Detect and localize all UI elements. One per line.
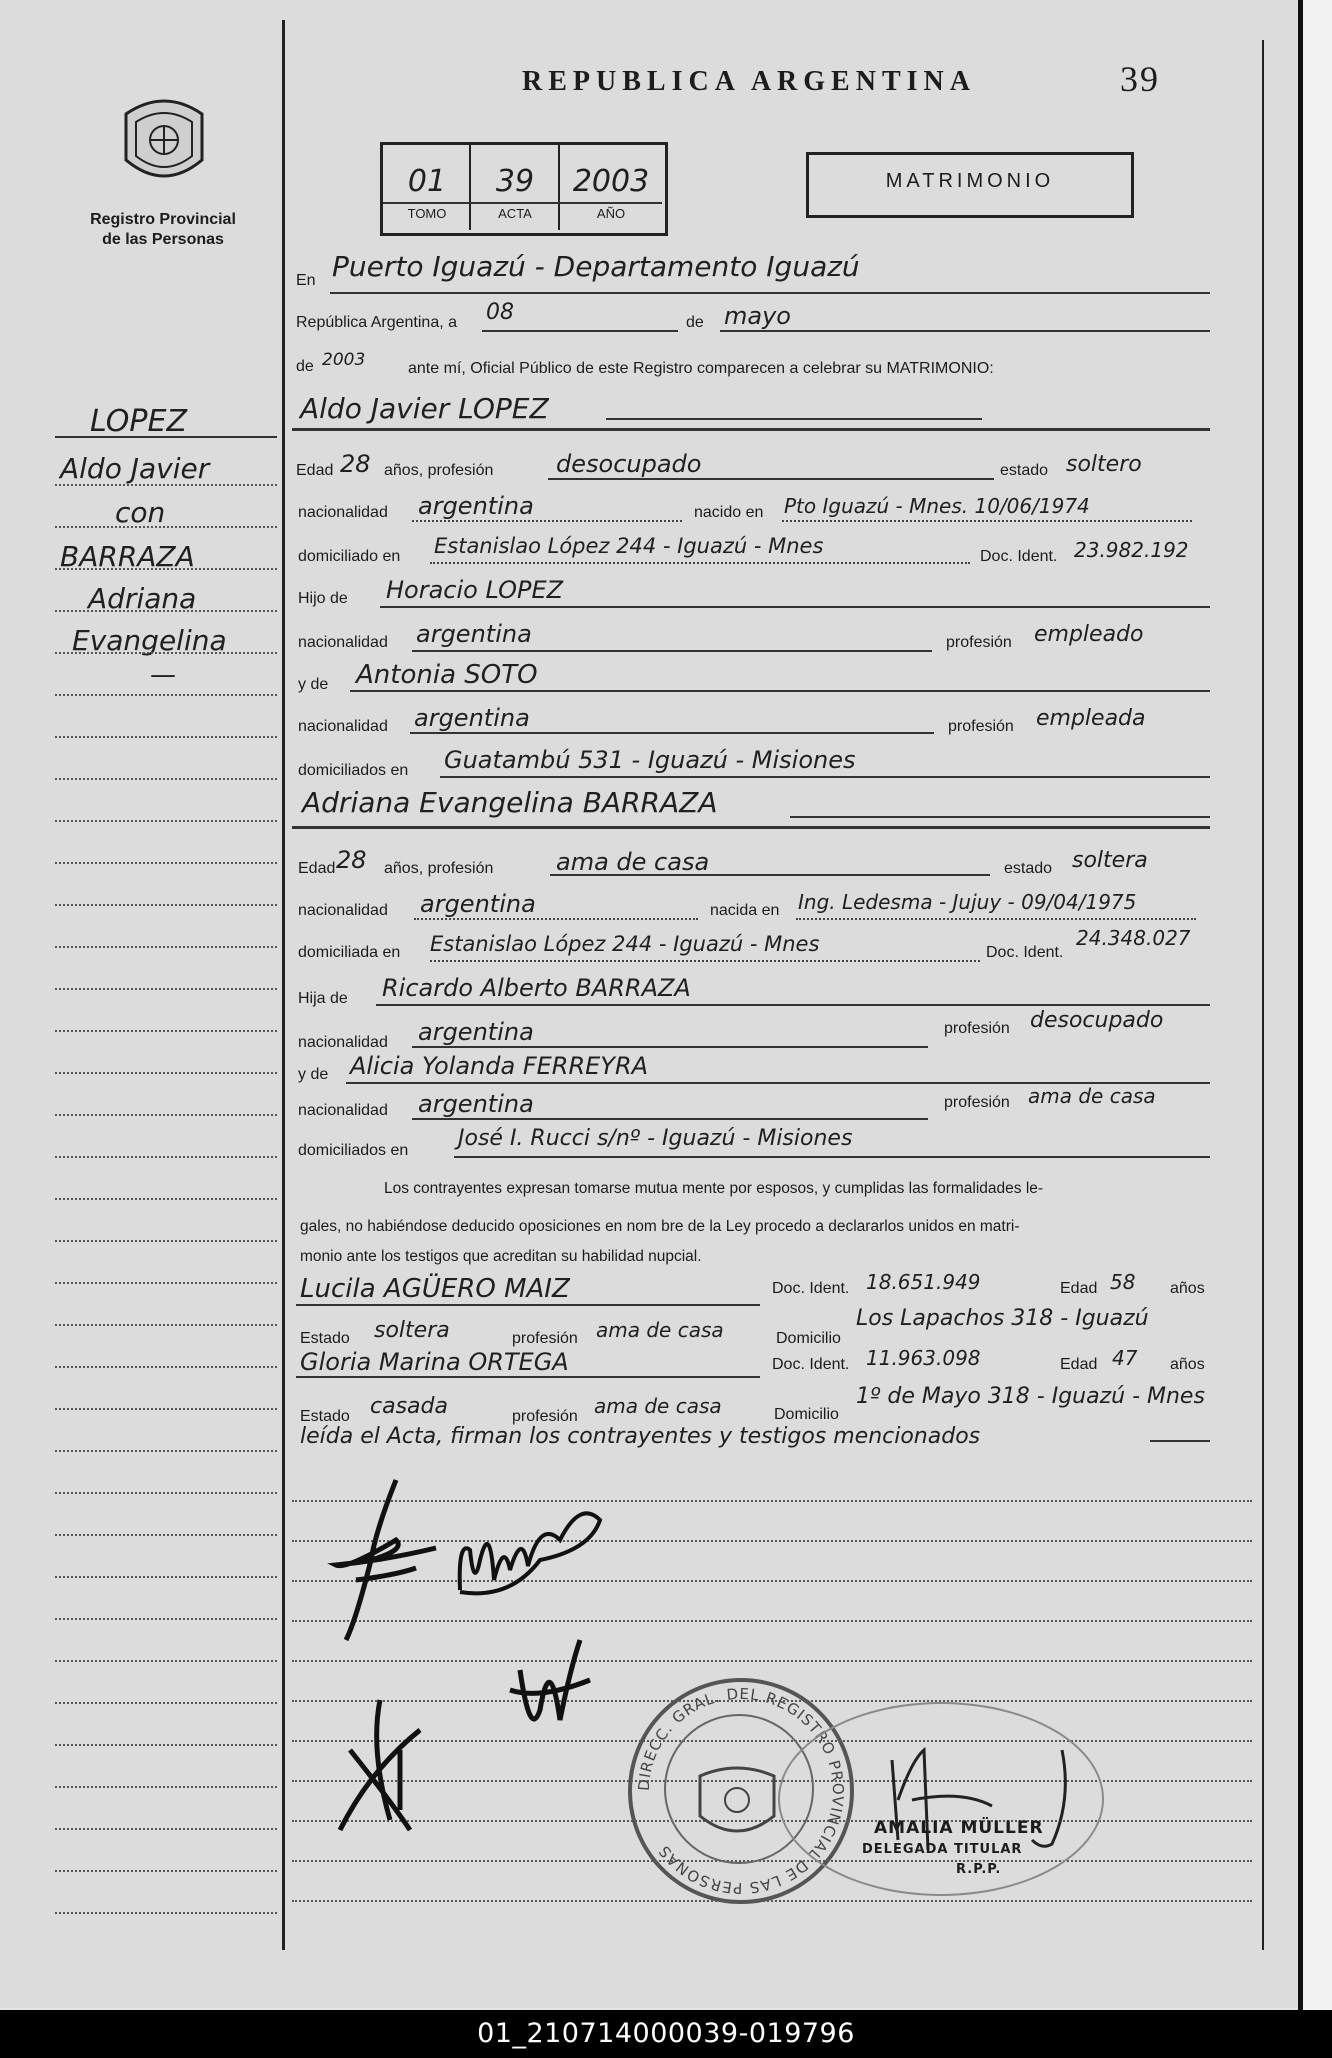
groom-doc: 23.982.192 bbox=[1074, 538, 1189, 562]
groom-nacionalidad-label: nacionalidad bbox=[298, 504, 388, 521]
groom-parents-addr: Guatambú 531 - Iguazú - Misiones bbox=[444, 746, 856, 774]
bride-mother-prof-label: profesión bbox=[944, 1094, 1010, 1111]
registry-name: Registro Provincial de las Personas bbox=[90, 211, 236, 248]
witness1-address: Los Lapachos 318 - Iguazú bbox=[856, 1306, 1149, 1331]
bride-signature bbox=[450, 1480, 620, 1610]
bride-nacida-label: nacida en bbox=[710, 902, 780, 919]
witness2-name: Gloria Marina ORTEGA bbox=[300, 1348, 569, 1376]
declaration-line-1: Los contrayentes expresan tomarse mutua mente por esposos, y cumplidas las formalidades le- bbox=[384, 1180, 1044, 1197]
witness2-doc: 11.963.098 bbox=[866, 1346, 981, 1370]
ano-label: AÑO bbox=[596, 206, 626, 221]
groom-parents-addr-label: domiciliados en bbox=[298, 762, 409, 779]
ceremony-month: mayo bbox=[724, 302, 791, 330]
bride-name: Adriana Evangelina BARRAZA bbox=[302, 786, 718, 819]
witness2-edad-label: Edad bbox=[1060, 1356, 1098, 1373]
groom-address: Estanislao López 244 - Iguazú - Mnes bbox=[434, 534, 824, 558]
bride-nacionalidad-label: nacionalidad bbox=[298, 902, 388, 919]
bride-estado-label: estado bbox=[1004, 860, 1053, 877]
margin-note-line-4: BARRAZA bbox=[60, 540, 195, 573]
witness1-estado-label: Estado bbox=[300, 1330, 350, 1347]
groom-father-nat-label: nacionalidad bbox=[298, 634, 388, 651]
groom-nationality: argentina bbox=[418, 492, 534, 520]
groom-estado-label: estado bbox=[1000, 462, 1049, 479]
page-edge bbox=[1298, 0, 1332, 2010]
witness2-estado-label: Estado bbox=[300, 1408, 350, 1425]
delegate-name: AMALIA MÜLLER bbox=[874, 1818, 1044, 1838]
groom-profession: desocupado bbox=[556, 450, 702, 478]
bride-doc-label: Doc. Ident. bbox=[986, 944, 1064, 961]
witness1-domicilio-label: Domicilio bbox=[776, 1330, 841, 1347]
groom-edad-label: Edad bbox=[296, 462, 334, 479]
groom-mother-nat: argentina bbox=[414, 704, 530, 732]
margin-note-line-1: LOPEZ bbox=[90, 404, 188, 439]
groom-doc-label: Doc. Ident. bbox=[980, 548, 1058, 565]
groom-father-prof-label: profesión bbox=[946, 634, 1012, 651]
groom-profesion-label: años, profesión bbox=[384, 462, 494, 479]
bride-profession: ama de casa bbox=[556, 848, 710, 876]
margin-note-line-6: Evangelina bbox=[72, 624, 227, 657]
tomo-label: TOMO bbox=[407, 206, 447, 221]
witness2-status: casada bbox=[370, 1394, 448, 1419]
page-number: 39 bbox=[1120, 59, 1160, 99]
margin-note-line-7: — bbox=[150, 660, 176, 690]
witness2-doc-label: Doc. Ident. bbox=[772, 1356, 850, 1373]
ceremony-place: Puerto Iguazú - Departamento Iguazú bbox=[332, 250, 860, 283]
margin-note-line-2: Aldo Javier bbox=[60, 452, 210, 485]
bride-father-prof-label: profesión bbox=[944, 1020, 1010, 1037]
right-border bbox=[1262, 40, 1264, 1950]
bride-father-nat: argentina bbox=[418, 1018, 534, 1046]
acta-value: 39 bbox=[495, 164, 535, 199]
witness2-profession: ama de casa bbox=[594, 1394, 722, 1418]
groom-domiciliado-label: domiciliado en bbox=[298, 548, 401, 565]
bride-mother-nat: argentina bbox=[418, 1090, 534, 1118]
groom-status: soltero bbox=[1066, 452, 1142, 477]
delegate-office: R.P.P. bbox=[956, 1862, 1002, 1877]
witness1-doc: 18.651.949 bbox=[866, 1270, 981, 1294]
ceremony-year: 2003 bbox=[322, 350, 366, 370]
bride-birth: Ing. Ledesma - Jujuy - 09/04/1975 bbox=[798, 890, 1137, 914]
bride-doc: 24.348.027 bbox=[1076, 926, 1191, 950]
witness1-profession: ama de casa bbox=[596, 1318, 724, 1342]
year-de-label: de bbox=[296, 358, 314, 375]
bride-mother: Alicia Yolanda FERREYRA bbox=[350, 1052, 649, 1080]
delegate-title: DELEGADA TITULAR bbox=[862, 1842, 1023, 1857]
bride-father-nat-label: nacionalidad bbox=[298, 1034, 388, 1051]
witness1-signature bbox=[320, 1690, 450, 1840]
scan-identifier: 01_210714000039-019796 bbox=[0, 2010, 1332, 2058]
groom-nacido-label: nacido en bbox=[694, 504, 764, 521]
groom-age: 28 bbox=[340, 450, 371, 478]
bride-address: Estanislao López 244 - Iguazú - Mnes bbox=[430, 932, 820, 956]
groom-yde-label: y de bbox=[298, 676, 329, 693]
groom-mother-nat-label: nacionalidad bbox=[298, 718, 388, 735]
groom-mother-prof-label: profesión bbox=[948, 718, 1014, 735]
witness1-edad-label: Edad bbox=[1060, 1280, 1098, 1297]
declaration-line-2: gales, no habiéndose deducido oposiciones en nom bre de la Ley procedo a declararlos unidos en matri- bbox=[300, 1218, 1020, 1235]
groom-father-nat: argentina bbox=[416, 620, 532, 648]
bride-domiciliada-label: domiciliada en bbox=[298, 944, 401, 961]
bride-yde-label: y de bbox=[298, 1066, 329, 1083]
margin-divider bbox=[282, 20, 285, 1950]
bride-mother-prof: ama de casa bbox=[1028, 1084, 1156, 1108]
bride-parents-addr: José I. Rucci s/nº - Iguazú - Misiones bbox=[458, 1126, 853, 1151]
bride-mother-nat-label: nacionalidad bbox=[298, 1102, 388, 1119]
bride-hija-label: Hija de bbox=[298, 990, 348, 1007]
witness2-address: 1º de Mayo 318 - Iguazú - Mnes bbox=[856, 1384, 1205, 1409]
witness2-anos-label: años bbox=[1170, 1356, 1205, 1373]
witness1-profesion-label: profesión bbox=[512, 1330, 578, 1347]
declaration-line-3: monio ante los testigos que acreditan su habilidad nupcial. bbox=[300, 1248, 702, 1265]
bride-edad-label: Edad bbox=[298, 860, 336, 877]
groom-name: Aldo Javier LOPEZ bbox=[300, 392, 549, 425]
republica-label: República Argentina, a bbox=[296, 314, 457, 331]
margin-note-line-3: con bbox=[115, 496, 166, 529]
record-type-label: MATRIMONIO bbox=[885, 170, 1055, 192]
bride-age: 28 bbox=[336, 846, 367, 874]
bride-father: Ricardo Alberto BARRAZA bbox=[382, 974, 691, 1002]
margin-note-line-5: Adriana bbox=[88, 582, 197, 615]
svg-text:DIRECC. GRAL. DEL REGISTRO PRO: DIRECC. GRAL. DEL REGISTRO PROVINCIAL DE LAS PERSONAS bbox=[634, 1684, 848, 1898]
tomo-value: 01 bbox=[407, 164, 447, 199]
bride-profesion-label: años, profesión bbox=[384, 860, 494, 877]
bride-status: soltera bbox=[1072, 848, 1148, 873]
closing-statement: leída el Acta, firman los contrayentes y testigos mencionados bbox=[300, 1424, 981, 1449]
intro-text: ante mí, Oficial Público de este Registro comparecen a celebrar su MATRIMONIO: bbox=[408, 360, 994, 377]
country-title: REPUBLICA ARGENTINA bbox=[522, 66, 976, 97]
witness1-anos-label: años bbox=[1170, 1280, 1205, 1297]
groom-father-prof: empleado bbox=[1034, 622, 1144, 647]
groom-signature bbox=[326, 1470, 456, 1650]
witness1-status: soltera bbox=[374, 1318, 450, 1343]
groom-mother-prof: empleada bbox=[1036, 706, 1146, 731]
witness1-name: Lucila AGÜERO MAIZ bbox=[300, 1274, 570, 1304]
witness2-profesion-label: profesión bbox=[512, 1408, 578, 1425]
bride-nationality: argentina bbox=[420, 890, 536, 918]
witness1-doc-label: Doc. Ident. bbox=[772, 1280, 850, 1297]
bride-parents-addr-label: domiciliados en bbox=[298, 1142, 409, 1159]
registry-emblem-icon bbox=[118, 92, 210, 192]
bride-father-prof: desocupado bbox=[1030, 1008, 1164, 1033]
ano-value: 2003 bbox=[572, 164, 650, 199]
groom-hijo-label: Hijo de bbox=[298, 590, 348, 607]
groom-mother: Antonia SOTO bbox=[356, 660, 538, 690]
acta-label: ACTA bbox=[498, 206, 532, 221]
groom-birth: Pto Iguazú - Mnes. 10/06/1974 bbox=[784, 494, 1090, 518]
witness2-age: 47 bbox=[1112, 1346, 1138, 1370]
ceremony-day: 08 bbox=[486, 300, 514, 325]
groom-father: Horacio LOPEZ bbox=[386, 576, 564, 604]
de-label: de bbox=[686, 314, 704, 331]
witness2-domicilio-label: Domicilio bbox=[774, 1406, 839, 1423]
witness1-age: 58 bbox=[1110, 1270, 1136, 1294]
witness2-signature bbox=[500, 1630, 600, 1760]
en-label: En bbox=[296, 272, 316, 289]
